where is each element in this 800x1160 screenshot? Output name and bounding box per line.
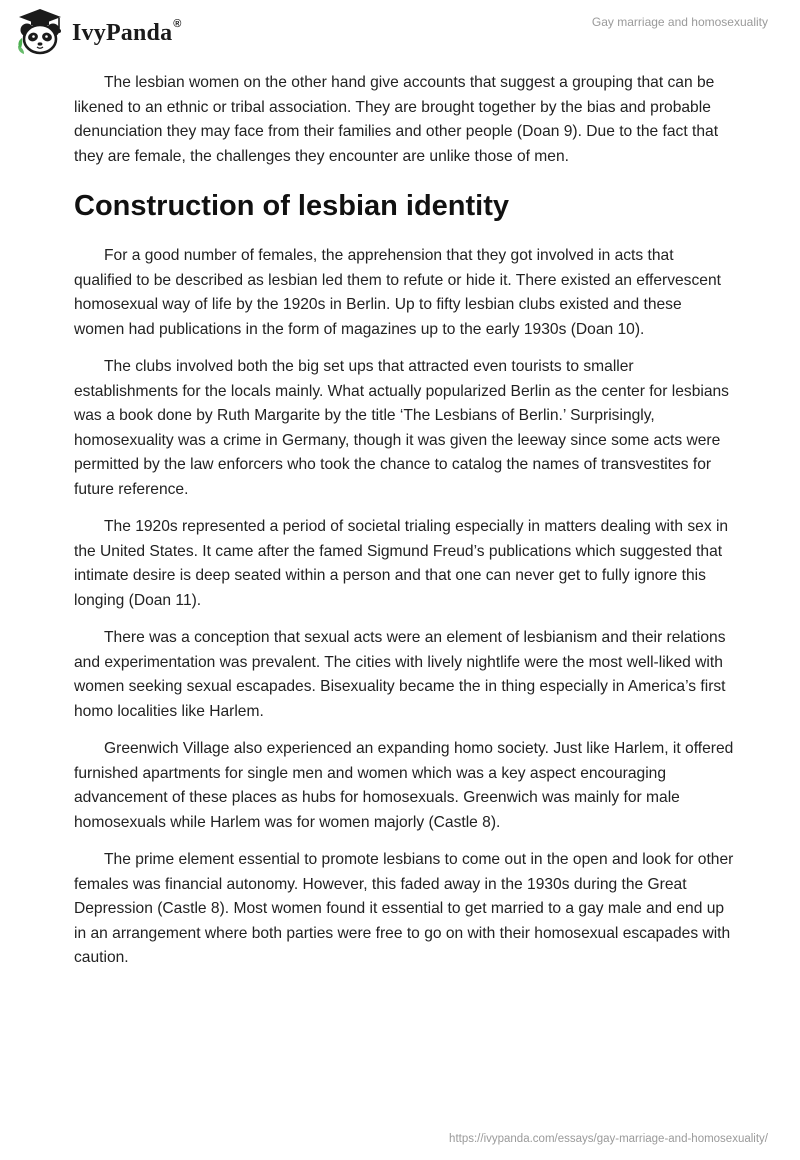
page-header: [0, 0, 800, 66]
body-paragraph: The prime element essential to promote lesbians to come out in the open and look for other females was financial autonomy. However, this faded away in the 1930s during the Great Depression (Castle 8). Most women found it essential to get married to a gay male and end up in an arrangement where both parties were free to go on with their homosexual escapades with caution.: [74, 851, 734, 966]
body-paragraph: The clubs involved both the big set ups that attracted even tourists to smaller establishments for the locals mainly. What actually popularized Berlin as the center for lesbians was a book done by Ruth Margarite by the title ‘The Lesbians of Berlin.’ Surprisingly, homosexuality was a crime in Germany, though it was given the leeway since some acts were permitted by the law enforcers who took the chance to catalog the names of transvestites for future reference.: [74, 358, 729, 498]
body-paragraph: For a good number of females, the apprehension that they got involved in acts that qualified to be described as lesbian led them to refute or hide it. There existed an effervescent homosexual way of life by the 1920s in Berlin. Up to fifty lesbian clubs existed and these women had publications in the form of magazines up to the early 1930s (Doan 10).: [74, 247, 721, 338]
ivypanda-logo[interactable]: [14, 8, 214, 56]
body-paragraph: The lesbian women on the other hand give accounts that suggest a grouping that can be likened to an ethnic or tribal association. They are brought together by the bias and probable denunciation they may face from their families and other people (Doan 9). Due to the fact that they are female, the challenges they encounter are unlike those of men.: [74, 74, 719, 165]
body-paragraph: Greenwich Village also experienced an expanding homo society. Just like Harlem, it offered furnished apartments for single men and women which was a key aspect encouraging advancement of these places as hubs for homosexuals. Greenwich was mainly for male homosexuals while Harlem was for women majorly (Castle 8).: [74, 740, 734, 831]
essay-content: [74, 71, 734, 984]
source-url[interactable]: https://ivypanda.com/essays/gay-marriage-and-homosexuality/: [449, 1133, 768, 1145]
section-heading: Construction of lesbian identity: [74, 190, 510, 222]
body-paragraph: There was a conception that sexual acts were an element of lesbianism and their relations and experimentation was prevalent. The cities with lively nightlife were the most well-liked with women seeking sexual escapades. Bisexuality became the in thing especially in America’s first homo localities like Harlem.: [74, 629, 726, 720]
document-title: Gay marriage and homosexuality: [591, 15, 768, 29]
body-paragraph: The 1920s represented a period of societal trialing especially in matters dealing with sex in the United States. It came after the famed Sigmund Freud’s publications which suggested that intimate desire is deep seated within a person and that one can never get to fully ignore this longing (Doan 11).: [74, 518, 729, 609]
panda-graduate-icon: [14, 8, 66, 56]
logo-wordmark: IvyPanda®: [72, 17, 182, 46]
registered-mark: ®: [173, 17, 182, 30]
